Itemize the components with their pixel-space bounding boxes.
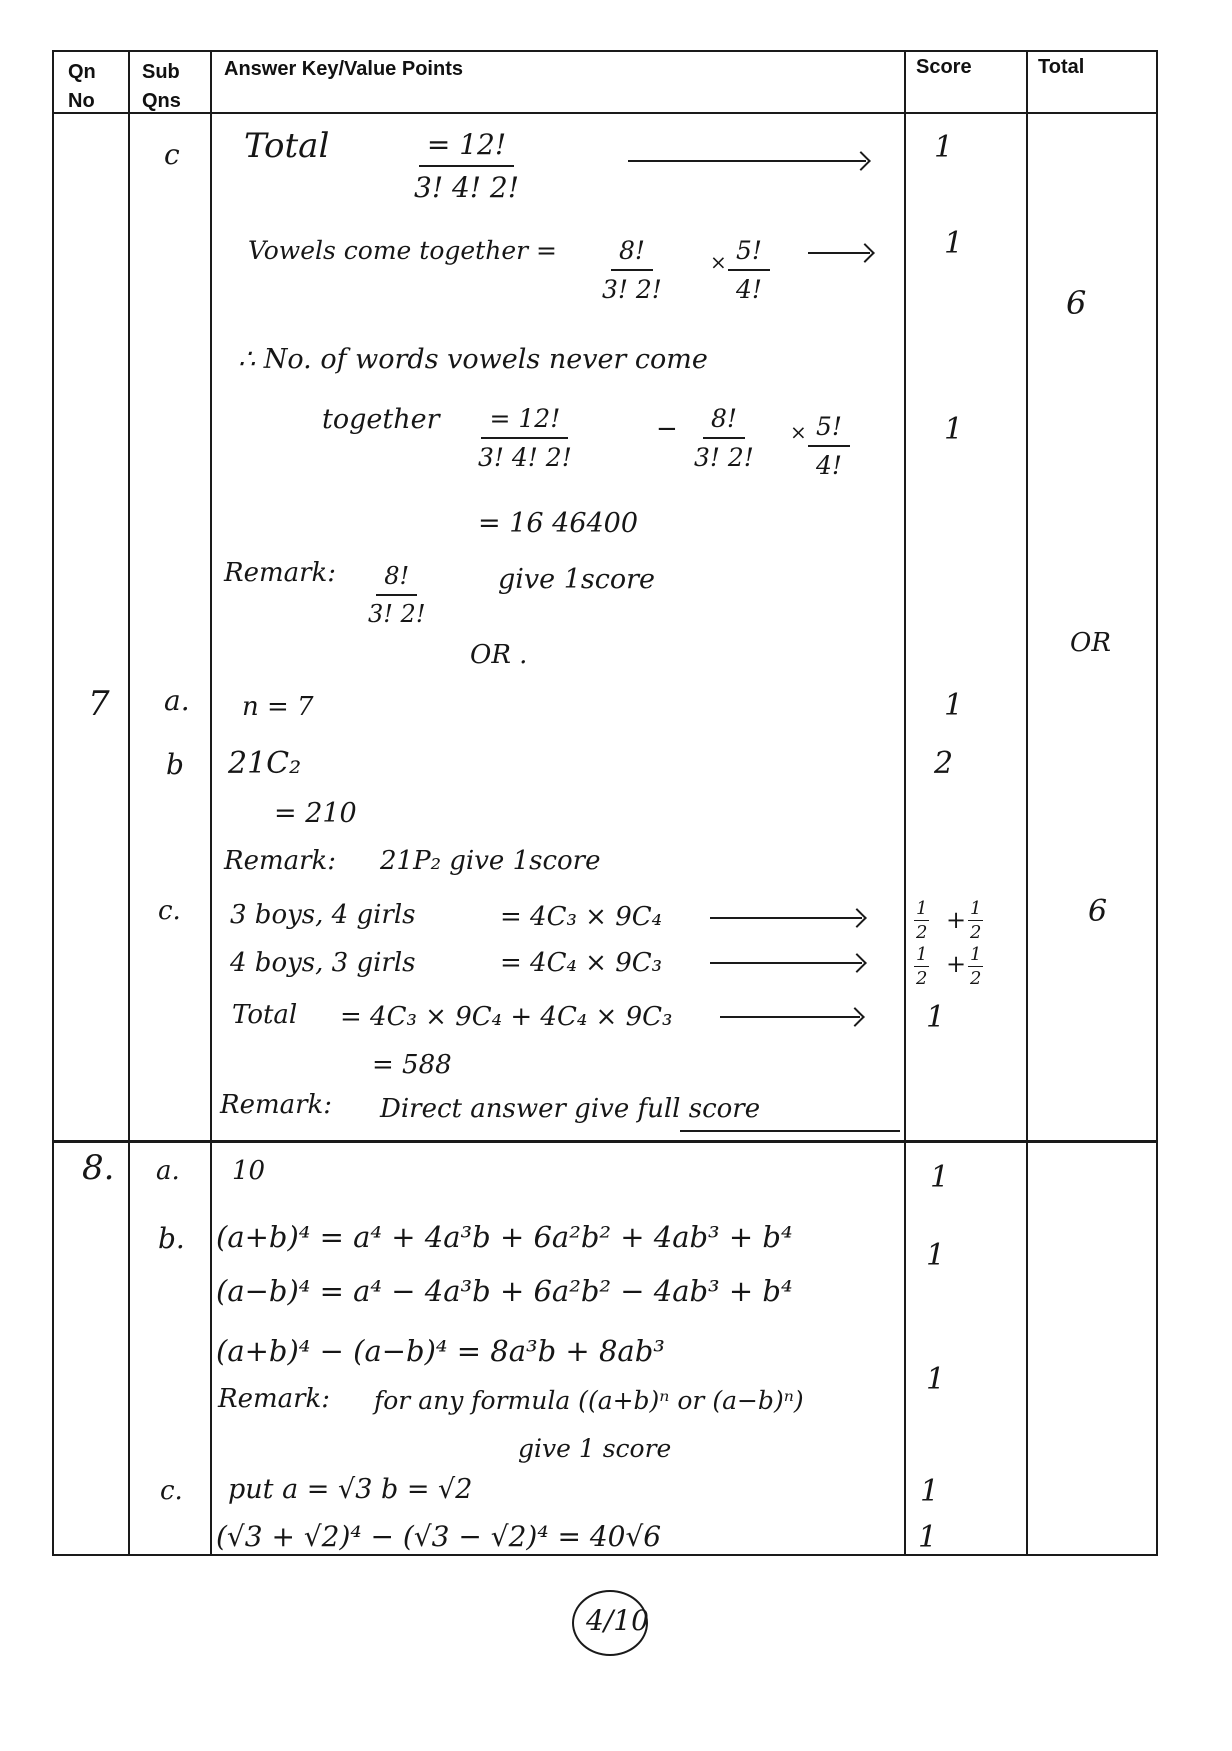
q6c-never-fraction-3 — [808, 412, 850, 480]
q7a-score: 1 — [944, 688, 964, 723]
half-den: 2 — [916, 922, 928, 943]
q8c-score-2: 1 — [918, 1520, 938, 1555]
q8b-sub: b. — [158, 1222, 185, 1255]
half-num: 1 — [916, 898, 928, 919]
q8b-remark-text: for any formula ((a+b)ⁿ or (a−b)ⁿ) — [374, 1386, 804, 1415]
table-border-top — [52, 50, 1158, 52]
q6c-vowels-f2-den: 4! — [736, 275, 762, 304]
q8b-score-1: 1 — [926, 1238, 946, 1273]
q6c-never-f1-num: = 12! — [481, 404, 568, 439]
q6c-never-fraction-1 — [470, 404, 580, 472]
half-num: 1 — [916, 944, 928, 965]
q6c-never-f2-num: 8! — [703, 404, 745, 439]
q7c-arrow-3 — [720, 1016, 860, 1018]
q7a-sub: a. — [164, 684, 190, 717]
q6c-remark-den: 3! 2! — [368, 600, 426, 628]
q7c-result: = 588 — [372, 1050, 452, 1080]
q6c-remark-text: give 1score — [498, 564, 656, 595]
table-border-left — [52, 50, 54, 1556]
header-no: No — [68, 90, 95, 112]
q6c-vowels-f2-num: 5! — [728, 236, 770, 271]
column-divider-total — [1026, 50, 1028, 1556]
q8c-score-1: 1 — [920, 1474, 940, 1509]
q6c-never-times: × — [790, 420, 807, 444]
q7b-remark-label: Remark: — [224, 846, 337, 876]
q7c-line2-left: 4 boys, 3 girls — [230, 948, 416, 978]
q6c-sub: c — [164, 138, 180, 171]
q6c-score-2: 1 — [944, 226, 964, 261]
q6c-vowels-f1-num: 8! — [611, 236, 653, 271]
table-border-bottom — [52, 1554, 1158, 1556]
q8b-score-2: 1 — [926, 1362, 946, 1397]
q7-q8-divider — [52, 1140, 1158, 1143]
q7b-score: 2 — [934, 746, 954, 781]
q7-total: 6 — [1088, 894, 1108, 929]
q6c-total-or: OR — [1070, 628, 1111, 658]
q7-number: 7 — [88, 684, 110, 724]
q6c-never-fraction-2 — [686, 404, 762, 472]
q7c-score-half-1a — [914, 898, 929, 943]
column-divider-score — [904, 50, 906, 1556]
q7c-arrow-1 — [710, 917, 862, 919]
q6c-remark-num: 8! — [376, 562, 417, 596]
q7c-line2-right: = 4C₄ × 9C₃ — [500, 948, 663, 978]
page-number: 4/10 — [586, 1604, 649, 1637]
q6c-arrow-2 — [808, 252, 870, 254]
header-total: Total — [1038, 56, 1085, 78]
column-divider-sub — [128, 50, 130, 1556]
header-sub: Sub — [142, 61, 180, 83]
q6c-total-num: = 12! — [419, 128, 514, 167]
q8b-line3: (a+b)⁴ − (a−b)⁴ = 8a³b + 8ab³ — [216, 1334, 665, 1368]
q7c-line1-left: 3 boys, 4 girls — [230, 900, 416, 930]
header-sub-qns — [142, 58, 181, 116]
q7c-line1-right: = 4C₃ × 9C₄ — [500, 902, 663, 932]
q6c-vowels-times: × — [710, 250, 727, 274]
q7b-answer-2: = 210 — [274, 798, 357, 829]
q7c-total-label: Total — [232, 1000, 298, 1030]
q7b-remark-text: 21P₂ give 1score — [380, 846, 601, 876]
q7b-answer-1: 21C₂ — [228, 746, 302, 781]
half-den: 2 — [916, 968, 928, 989]
q6c-arrow-1 — [628, 160, 866, 162]
q6c-never-minus: − — [656, 414, 678, 444]
q8a-score: 1 — [930, 1160, 950, 1195]
q8b-line1: (a+b)⁴ = a⁴ + 4a³b + 6a²b² + 4ab³ + b⁴ — [216, 1220, 793, 1254]
header-qn: Qn — [68, 61, 96, 83]
q8a-sub: a. — [156, 1156, 180, 1186]
q6c-remark-label: Remark: — [224, 558, 337, 588]
q6c-never-f1-den: 3! 4! 2! — [478, 443, 572, 472]
q7c-score-plus-1: + — [946, 906, 967, 934]
q8c-sub: c. — [160, 1476, 183, 1506]
q6c-score-3: 1 — [944, 412, 964, 447]
header-qns: Qns — [142, 90, 181, 112]
q7c-remark-underline — [680, 1130, 900, 1132]
q6c-total-fraction — [406, 128, 527, 204]
q7c-score-3: 1 — [926, 1000, 946, 1035]
q7a-answer: n = 7 — [242, 692, 314, 722]
q6c-or: OR . — [470, 640, 528, 670]
q8-number: 8. — [82, 1148, 115, 1188]
q7c-score-half-2b — [968, 944, 983, 989]
q8b-line2: (a−b)⁴ = a⁴ − 4a³b + 6a²b² − 4ab³ + b⁴ — [216, 1274, 793, 1308]
q6c-vowels-fraction-1 — [594, 236, 670, 304]
q6c-never-f3-den: 4! — [816, 451, 842, 480]
q7c-sub: c. — [158, 896, 181, 926]
q6c-never-label: together — [322, 404, 440, 435]
q6c-score-1: 1 — [934, 130, 954, 165]
q7c-total-expr: = 4C₃ × 9C₄ + 4C₄ × 9C₃ — [340, 1002, 673, 1032]
half-num: 1 — [970, 944, 982, 965]
q6c-remark-fraction — [360, 562, 433, 628]
q6c-vowels-f1-den: 3! 2! — [602, 275, 662, 304]
q6c-never-line1: ∴ No. of words vowels never come — [238, 344, 708, 375]
q6c-never-f3-num: 5! — [808, 412, 850, 447]
q7c-score-half-2a — [914, 944, 929, 989]
q8c-line2: (√3 + √2)⁴ − (√3 − √2)⁴ = 40√6 — [216, 1520, 662, 1553]
q6c-total: 6 — [1066, 284, 1087, 322]
q8c-line1: put a = √3 b = √2 — [228, 1474, 473, 1505]
table-border-right — [1156, 50, 1158, 1556]
q8b-remark-label: Remark: — [218, 1384, 331, 1414]
header-score: Score — [916, 56, 972, 78]
q6c-total-label: Total — [244, 126, 330, 166]
half-den: 2 — [970, 922, 982, 943]
header-answer-key: Answer Key/Value Points — [224, 58, 463, 80]
q7c-arrow-2 — [710, 962, 862, 964]
q7c-remark-text: Direct answer give full score — [380, 1094, 761, 1124]
q6c-vowels-fraction-2 — [728, 236, 770, 304]
half-num: 1 — [970, 898, 982, 919]
q6c-vowels-label: Vowels come together = — [248, 236, 557, 265]
half-den: 2 — [970, 968, 982, 989]
q7b-sub: b — [166, 748, 184, 781]
q8b-remark-text-2: give 1 score — [518, 1434, 672, 1463]
q6c-never-f2-den: 3! 2! — [694, 443, 754, 472]
column-divider-answer — [210, 50, 212, 1556]
q8a-answer: 10 — [232, 1156, 266, 1186]
header-qn-no — [68, 58, 96, 116]
q6c-total-den: 3! 4! 2! — [414, 171, 519, 204]
q7c-remark-label: Remark: — [220, 1090, 333, 1120]
q6c-result: = 16 46400 — [478, 508, 639, 539]
header-divider — [52, 112, 1158, 114]
q7c-score-plus-2: + — [946, 950, 967, 978]
q7c-score-half-1b — [968, 898, 983, 943]
